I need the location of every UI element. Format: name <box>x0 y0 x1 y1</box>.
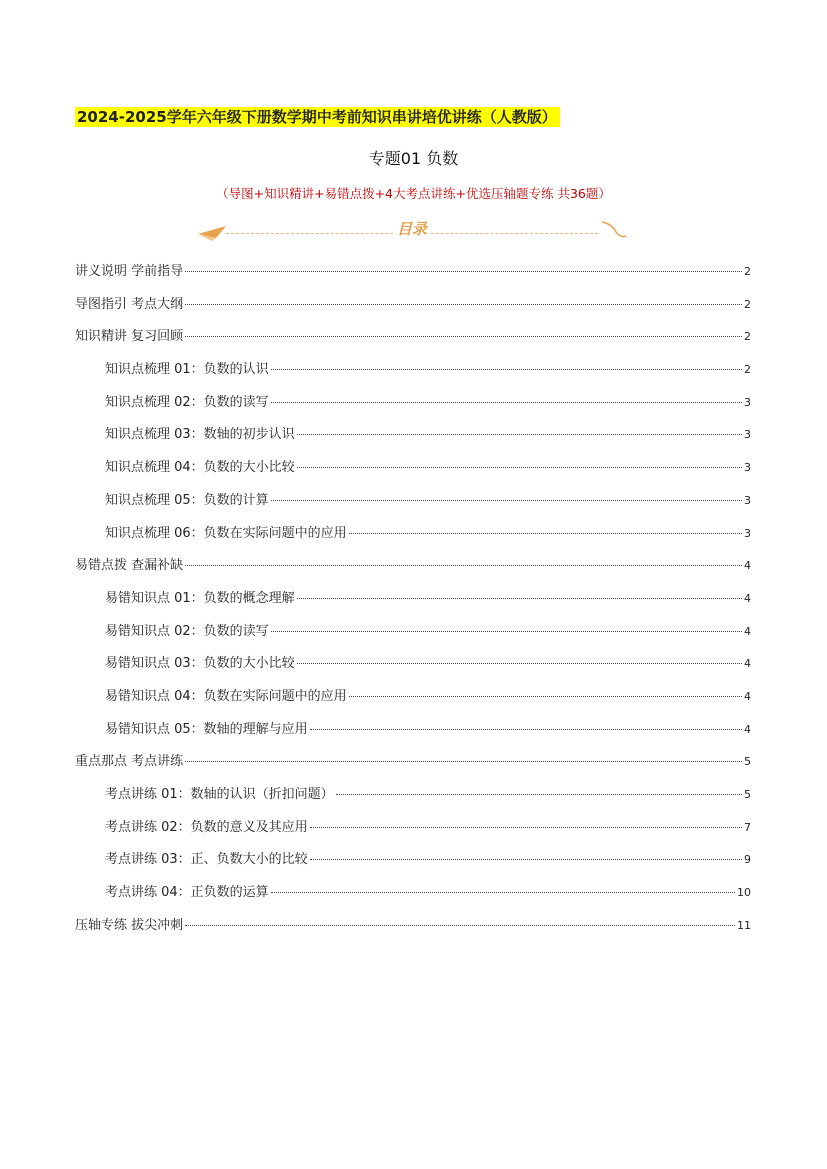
toc-entry[interactable] <box>75 256 751 289</box>
toc-page-number: 5 <box>744 788 751 801</box>
toc-entry[interactable] <box>75 321 751 354</box>
toc-entry-label: 知识精讲 复习回顾 <box>75 329 184 345</box>
toc-entry-label: 知识点梳理 04：负数的大小比较 <box>105 460 295 476</box>
toc-page-number: 3 <box>744 428 751 442</box>
toc-leader-dots <box>349 695 742 697</box>
toc-subentry[interactable] <box>75 812 751 845</box>
toc-entry-label: 知识点梳理 02：负数的读写 <box>105 394 269 410</box>
toc-leader-dots <box>185 760 742 762</box>
toc-page-number: 2 <box>744 265 751 278</box>
toc-leader-dots <box>297 597 742 599</box>
contents-label: 目录 <box>393 218 431 239</box>
toc-leader-dots <box>271 891 735 893</box>
toc-page-number: 4 <box>744 591 751 605</box>
toc-leader-dots <box>297 662 742 664</box>
toc-entry-label: 考点讲练 04：正负数的运算 <box>105 885 269 901</box>
toc-leader-dots <box>185 303 742 305</box>
toc-subentry[interactable] <box>75 681 751 714</box>
contents-divider <box>196 216 628 240</box>
toc-subentry[interactable] <box>75 616 751 649</box>
toc-page-number: 9 <box>744 853 751 867</box>
toc-entry-label: 重点那点 考点讲练 <box>75 754 184 770</box>
toc-leader-dots <box>310 728 742 730</box>
toc-leader-dots <box>297 466 742 468</box>
toc-subentry[interactable] <box>75 877 751 910</box>
toc-subentry[interactable] <box>75 485 751 518</box>
toc-entry[interactable] <box>75 910 751 943</box>
toc-leader-dots <box>349 532 742 534</box>
toc-page-number: 2 <box>744 330 751 344</box>
toc-page-number: 4 <box>744 722 751 736</box>
toc-entry[interactable] <box>75 289 751 322</box>
toc-entry[interactable] <box>75 550 751 583</box>
document-title: 专题01 负数 <box>368 149 459 168</box>
toc-page-number: 4 <box>744 624 751 638</box>
toc-subentry[interactable] <box>75 844 751 877</box>
toc-subentry[interactable] <box>75 714 751 747</box>
toc-page-number: 3 <box>744 526 751 540</box>
document-subtitle: （导图+知识精讲+易错点拨+4大考点讲练+优选压轴题专练 共36题） <box>216 186 611 201</box>
toc-subentry[interactable] <box>75 419 751 452</box>
toc-leader-dots <box>185 270 742 272</box>
toc-subentry[interactable] <box>75 452 751 485</box>
toc-leader-dots <box>310 826 742 828</box>
toc-entry-label: 易错知识点 04：负数在实际问题中的应用 <box>105 688 347 704</box>
toc-leader-dots <box>336 793 742 795</box>
toc-leader-dots <box>185 564 742 566</box>
toc-entry-label: 易错知识点 01：负数的概念理解 <box>105 590 295 606</box>
paper-plane-icon <box>196 222 230 242</box>
toc-leader-dots <box>185 335 742 337</box>
toc-page-number: 3 <box>744 493 751 507</box>
toc-leader-dots <box>271 368 742 370</box>
toc-leader-dots <box>310 858 742 860</box>
toc-leader-dots <box>185 924 735 926</box>
swirl-icon <box>598 218 628 242</box>
toc-entry-label: 知识点梳理 06：负数在实际问题中的应用 <box>105 525 347 541</box>
toc-leader-dots <box>271 499 742 501</box>
toc-subentry[interactable] <box>75 779 751 812</box>
toc-entry-label: 考点讲练 03：正、负数大小的比较 <box>105 852 308 868</box>
toc-entry-label: 易错知识点 05：数轴的理解与应用 <box>105 721 308 737</box>
header-banner: 2024-2025学年六年级下册数学期中考前知识串讲培优讲练（人教版） <box>75 107 560 127</box>
toc-page-number: 2 <box>744 363 751 377</box>
toc-entry-label: 导图指引 考点大纲 <box>75 296 184 312</box>
toc-entry-label: 易错知识点 02：负数的读写 <box>105 623 269 639</box>
toc-page-number: 4 <box>744 689 751 703</box>
toc-leader-dots <box>297 433 742 435</box>
toc-page-number: 3 <box>744 395 751 409</box>
toc-page-number: 3 <box>744 461 751 475</box>
toc-page-number: 4 <box>744 559 751 573</box>
table-of-contents <box>75 256 751 942</box>
toc-entry-label: 压轴专练 拔尖冲刺 <box>75 917 184 933</box>
toc-entry-label: 知识点梳理 03：数轴的初步认识 <box>105 427 295 443</box>
toc-entry-label: 考点讲练 02：负数的意义及其应用 <box>105 819 308 835</box>
toc-page-number: 10 <box>737 886 751 900</box>
toc-subentry[interactable] <box>75 387 751 420</box>
toc-page-number: 4 <box>744 657 751 671</box>
toc-page-number: 11 <box>737 918 751 932</box>
toc-page-number: 2 <box>744 297 751 311</box>
toc-entry-label: 讲义说明 学前指导 <box>75 264 184 279</box>
toc-leader-dots <box>271 630 742 632</box>
toc-page-number: 5 <box>744 755 751 769</box>
toc-entry-label: 易错知识点 03：负数的大小比较 <box>105 656 295 672</box>
toc-entry-label: 知识点梳理 01：负数的认识 <box>105 362 269 378</box>
toc-subentry[interactable] <box>75 583 751 616</box>
toc-entry-label: 知识点梳理 05：负数的计算 <box>105 492 269 508</box>
toc-subentry[interactable] <box>75 518 751 551</box>
toc-page-number: 7 <box>744 820 751 834</box>
toc-entry[interactable] <box>75 746 751 779</box>
toc-entry-label: 考点讲练 01：数轴的认识（折扣问题） <box>105 787 334 802</box>
toc-entry-label: 易错点拨 查漏补缺 <box>75 558 184 574</box>
toc-subentry[interactable] <box>75 648 751 681</box>
toc-subentry[interactable] <box>75 354 751 387</box>
toc-leader-dots <box>271 401 742 403</box>
